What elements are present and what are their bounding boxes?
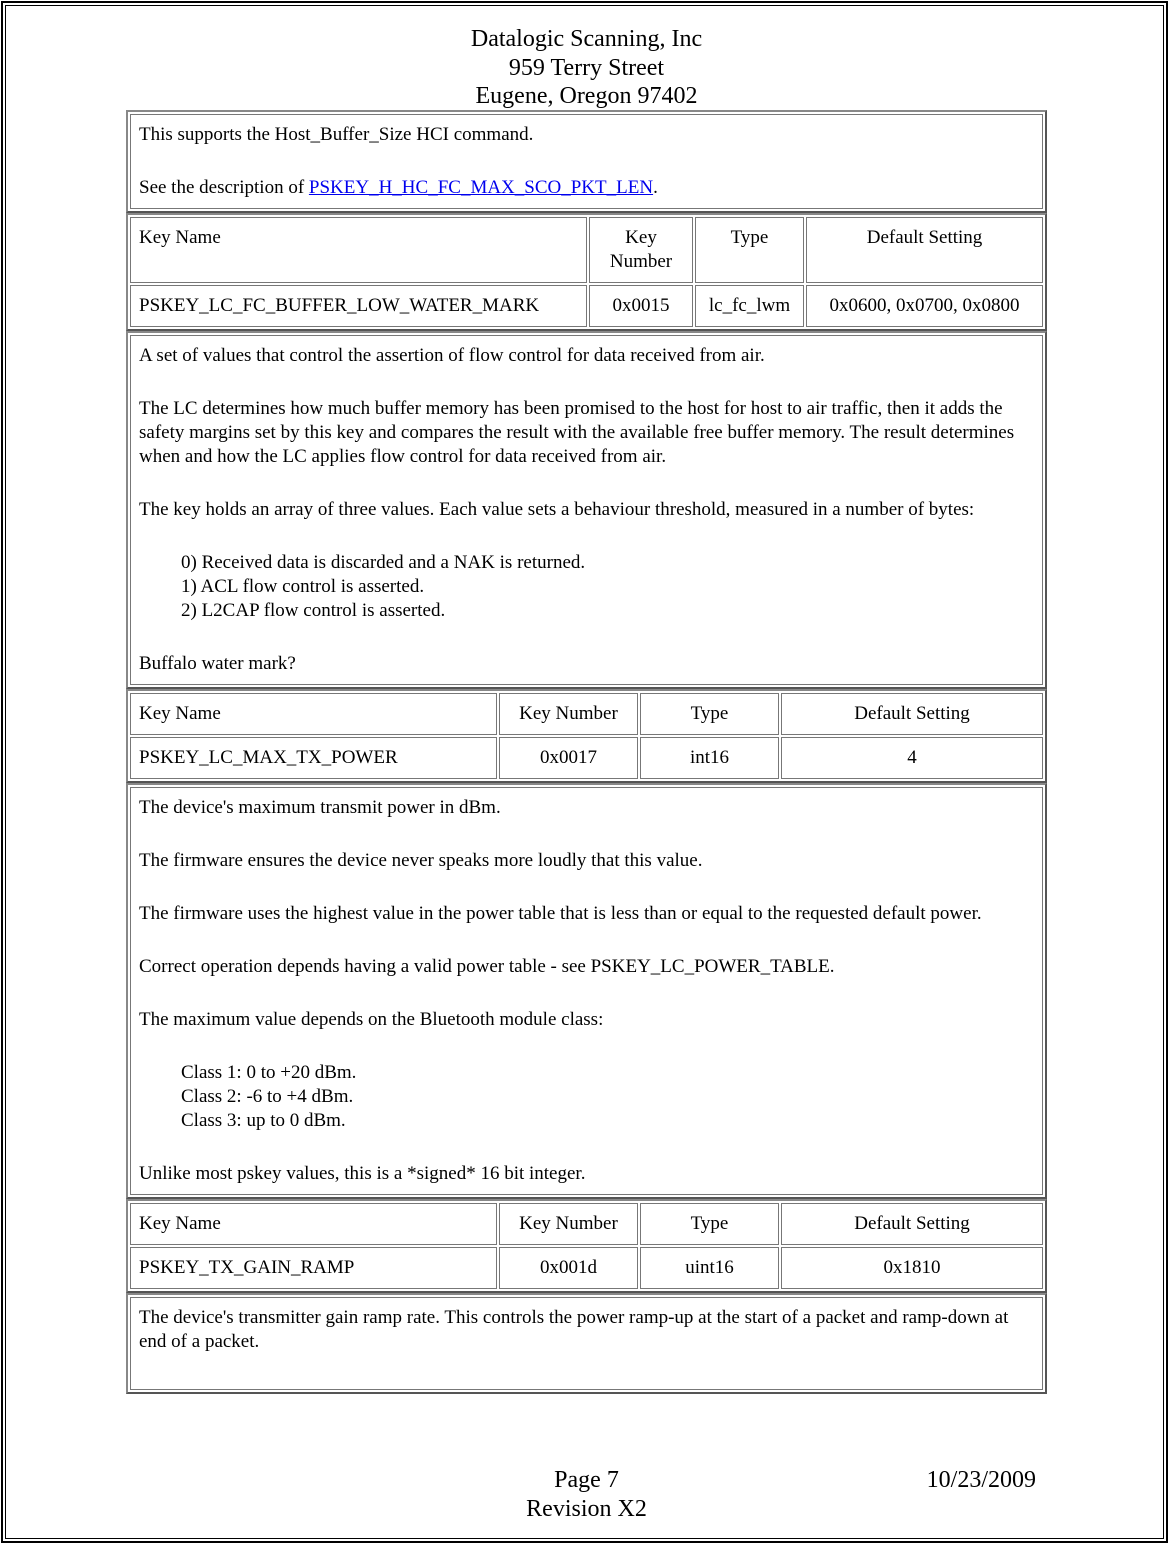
- header-key-name: Key Name: [130, 217, 587, 283]
- description-paragraph: Buffalo water mark?: [139, 653, 296, 674]
- company-name: Datalogic Scanning, Inc: [470, 26, 703, 52]
- key-number-value: 0x0015: [589, 285, 693, 327]
- description-paragraph: Correct operation depends having a valid power table - see PSKEY_LC_POWER_TABLE.: [139, 956, 835, 977]
- list-item: 1) ACL flow control is asserted.: [181, 576, 425, 597]
- street-address: 959 Terry Street: [508, 54, 665, 81]
- document-content: [126, 110, 1047, 1394]
- description-paragraph: The device's transmitter gain ramp rate. This controls the power ramp-up at the start of a packet and ramp-down at end of a packet.: [139, 1307, 1009, 1352]
- description-paragraph: The firmware ensures the device never speaks more loudly that this value.: [139, 850, 703, 871]
- list-item: Class 2: -6 to +4 dBm.: [181, 1086, 354, 1107]
- intro-description-table: [126, 110, 1047, 213]
- description-paragraph: The maximum value depends on the Bluetooth module class:: [139, 1009, 604, 1030]
- key-number-value: 0x001d: [499, 1247, 638, 1289]
- page-number: Page 7: [554, 1467, 619, 1493]
- key-name-value: PSKEY_LC_FC_BUFFER_LOW_WATER_MARK: [130, 285, 587, 327]
- header-key-number: Key Number: [499, 1203, 638, 1245]
- pskey-h-hc-fc-max-sco-pkt-len-link[interactable]: PSKEY_H_HC_FC_MAX_SCO_PKT_LEN: [308, 177, 654, 198]
- key-description: [130, 787, 1043, 1195]
- threshold-list: [139, 551, 1034, 623]
- header-type: Type: [640, 1203, 779, 1245]
- description-paragraph: The firmware uses the highest value in the power table that is less than or equal to the requested default power.: [139, 903, 982, 924]
- header-type: Type: [695, 217, 804, 283]
- city-address: Eugene, Oregon 97402: [475, 83, 698, 109]
- header-default-setting: Default Setting: [781, 1203, 1043, 1245]
- key-description-tx-gain-ramp: [126, 1293, 1047, 1394]
- intro-description: [130, 114, 1043, 209]
- key-description-max-tx-power: [126, 783, 1047, 1199]
- key-description: [130, 335, 1043, 685]
- revision: Revision X2: [526, 1496, 647, 1522]
- header-default-setting: Default Setting: [806, 217, 1043, 283]
- list-item: Class 1: 0 to +20 dBm.: [181, 1062, 357, 1083]
- header-type: Type: [640, 693, 779, 735]
- header-key-name: Key Name: [130, 693, 497, 735]
- class-list: [139, 1061, 1034, 1133]
- key-number-value: 0x0017: [499, 737, 638, 779]
- footer-date: 10/23/2009: [926, 1467, 1036, 1493]
- type-value: uint16: [640, 1247, 779, 1289]
- header-key-number: Key Number: [589, 217, 693, 283]
- header-default-setting: Default Setting: [781, 693, 1043, 735]
- key-description-buffer-low-water-mark: [126, 331, 1047, 689]
- key-name-value: PSKEY_LC_MAX_TX_POWER: [130, 737, 497, 779]
- list-item: 2) L2CAP flow control is asserted.: [181, 600, 446, 621]
- list-item: 0) Received data is discarded and a NAK is returned.: [181, 552, 586, 573]
- description-paragraph: Unlike most pskey values, this is a *signed* 16 bit integer.: [139, 1163, 586, 1184]
- list-item: Class 3: up to 0 dBm.: [181, 1110, 346, 1131]
- letterhead: [0, 25, 1173, 111]
- intro-see-also: See the description of PSKEY_H_HC_FC_MAX_SCO_PKT_LEN.: [139, 177, 658, 198]
- header-key-number: Key Number: [499, 693, 638, 735]
- default-setting-value: 0x0600, 0x0700, 0x0800: [806, 285, 1043, 327]
- type-value: int16: [640, 737, 779, 779]
- key-table-buffer-low-water-mark: [126, 213, 1047, 331]
- description-paragraph: The key holds an array of three values. Each value sets a behaviour threshold, measured in a number of bytes:: [139, 499, 975, 520]
- description-paragraph: A set of values that control the assertion of flow control for data received from air.: [139, 345, 765, 366]
- key-name-value: PSKEY_TX_GAIN_RAMP: [130, 1247, 497, 1289]
- key-table-max-tx-power: [126, 689, 1047, 783]
- default-setting-value: 0x1810: [781, 1247, 1043, 1289]
- intro-line: This supports the Host_Buffer_Size HCI command.: [139, 124, 534, 145]
- description-paragraph: The LC determines how much buffer memory has been promised to the host for host to air traffic, then it adds the safety margins set by this key and compares the result with the available free buffer memory. The result determines when and how the LC applies flow control for data received from air.: [139, 398, 1015, 467]
- type-value: lc_fc_lwm: [695, 285, 804, 327]
- key-table-tx-gain-ramp: [126, 1199, 1047, 1293]
- header-key-name: Key Name: [130, 1203, 497, 1245]
- description-paragraph: The device's maximum transmit power in dBm.: [139, 797, 501, 818]
- key-description: [130, 1297, 1043, 1390]
- default-setting-value: 4: [781, 737, 1043, 779]
